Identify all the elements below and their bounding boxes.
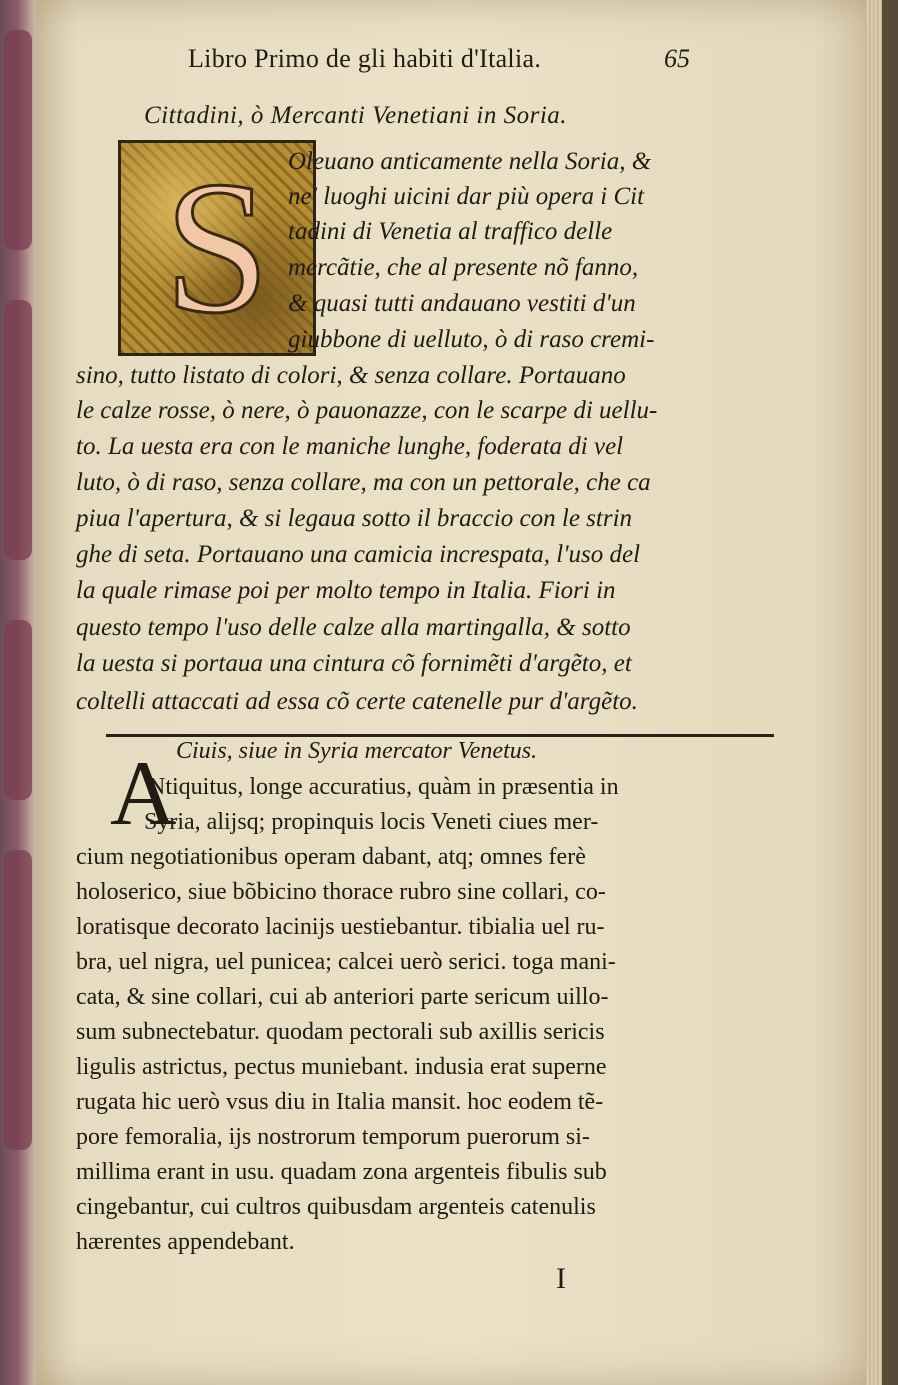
latin-heading: Ciuis, siue in Syria mercator Venetus.	[176, 738, 538, 764]
italian-heading: Cittadini, ò Mercanti Venetiani in Soria.	[144, 102, 568, 129]
text-line: Oleuano anticamente nella Soria, &	[288, 148, 652, 175]
text-line: cingebantur, cui cultros quibusdam argenteis catenulis	[76, 1194, 596, 1220]
running-header: Libro Primo de gli habiti d'Italia.	[188, 44, 542, 73]
text-line: questo tempo l'uso delle calze alla martingalla, & sotto	[76, 614, 631, 641]
text-line: le calze rosse, ò nere, ò pauonazze, con le scarpe di uellu-	[76, 397, 658, 424]
text-line: to. La uesta era con le maniche lunghe, foderata di vel	[76, 433, 624, 460]
book-page	[36, 0, 882, 1385]
text-line: sum subnectebatur. quodam pectorali sub axillis sericis	[76, 1019, 605, 1045]
ornament	[4, 300, 32, 560]
text-line: sino, tutto listato di colori, & senza collare. Portauano	[76, 362, 626, 389]
text-line: rugata hic uerò vsus diu in Italia mansit. hoc eodem tẽ-	[76, 1089, 604, 1115]
text-line: Ntiquitus, longe accuratius, quàm in præsentia in	[148, 774, 619, 800]
text-line: mercãtie, che al presente nõ fanno,	[288, 254, 639, 281]
text-line: loratisque decorato lacinijs uestiebantur. tibialia uel ru-	[76, 914, 605, 940]
text-line: ne' luoghi uicini dar più opera i Cit	[288, 183, 645, 210]
initial-letter: S	[164, 143, 270, 353]
text-line: hærentes appendebant.	[76, 1229, 295, 1255]
text-line: la quale rimase poi per molto tempo in Italia. Fiori in	[76, 577, 616, 604]
text-line: la uesta si portaua una cintura cõ fornimẽti d'argẽto, et	[76, 650, 632, 677]
initial-letter-a: A	[110, 742, 177, 844]
text-line: coltelli attaccati ad essa cõ certe catenelle pur d'argẽto.	[76, 688, 638, 715]
signature-mark: I	[556, 1262, 566, 1295]
ornament	[4, 620, 32, 800]
text-line: pore femoralia, ijs nostrorum temporum puerorum si-	[76, 1124, 590, 1150]
text-line: cata, & sine collari, cui ab anteriori parte sericum uillo-	[76, 984, 609, 1010]
ornament	[4, 850, 32, 1150]
text-line: holoserico, siue bõbicino thorace rubro sine collari, co-	[76, 879, 606, 905]
text-line: giubbone di uelluto, ò di raso cremi-	[288, 326, 655, 353]
text-line: cium negotiationibus operam dabant, atq; omnes ferè	[76, 844, 586, 870]
text-line: & quasi tutti andauano vestiti d'un	[288, 290, 636, 317]
text-line: tadini di Venetia al traffico delle	[288, 218, 613, 245]
text-line: bra, uel nigra, uel punicea; calcei uerò serici. toga mani-	[76, 949, 616, 975]
section-rule	[106, 734, 774, 737]
text-line: Syria, alijsq; propinquis locis Veneti ciues mer-	[144, 809, 599, 835]
text-line: millima erant in usu. quadam zona argenteis fibulis sub	[76, 1159, 607, 1185]
ornament	[4, 30, 32, 250]
text-line: piua l'apertura, & si legaua sotto il braccio con le strin	[76, 505, 633, 532]
page-number: 65	[664, 44, 690, 73]
text-line: ghe di seta. Portauano una camicia increspata, l'uso del	[76, 541, 641, 568]
decorated-initial	[118, 140, 316, 356]
page-edges	[866, 0, 882, 1385]
text-line: ligulis astrictus, pectus muniebant. indusia erat superne	[76, 1054, 607, 1080]
text-line: luto, ò di raso, senza collare, ma con un pettorale, che ca	[76, 469, 651, 496]
